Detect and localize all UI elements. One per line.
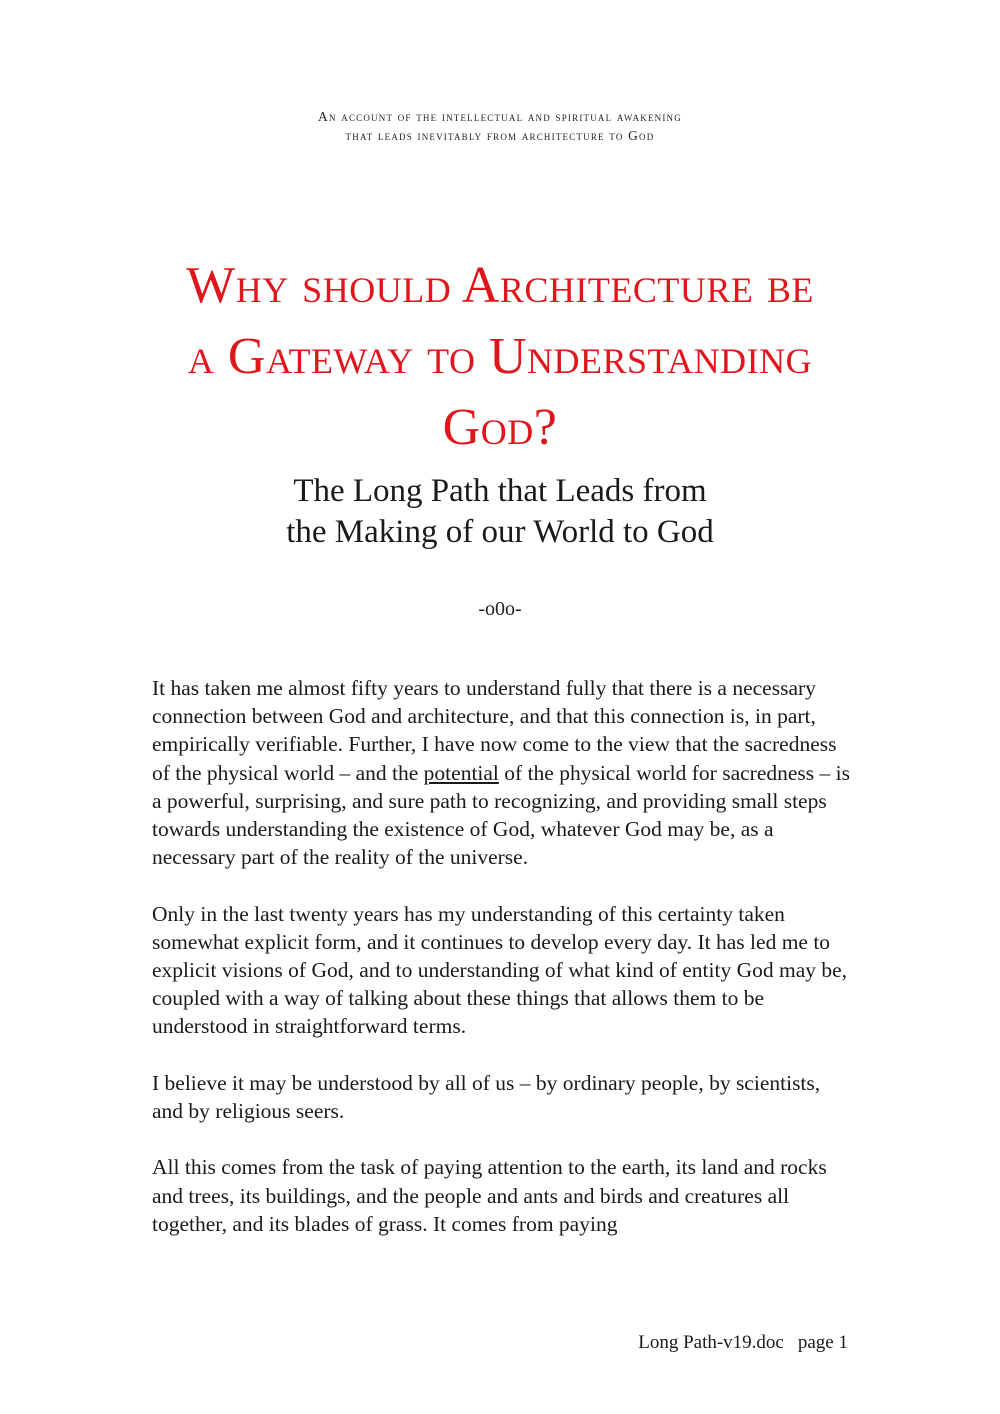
underlined-word: potential	[423, 760, 499, 785]
section-separator: -o0o-	[478, 598, 522, 620]
footer-filename: Long Path-v19.doc	[638, 1332, 784, 1353]
paragraph-2: Only in the last twenty years has my understanding of this certainty taken somewhat explicit form, and it continues to develop every day. It has led me to explicit visions of God, and to understanding of what kind of entity God may be, coupled with a way of talking about these things that allows them to be understood in straightforward terms.	[152, 901, 848, 1039]
subtitle-line-2: the Making of our World to God	[286, 514, 714, 550]
title-line-1: Why should Architecture be	[186, 257, 814, 314]
page-footer	[638, 1331, 848, 1355]
title-line-2: a Gateway to Understanding	[187, 328, 813, 385]
document-subtitle	[0, 471, 1000, 553]
epigraph-line-2: that leads inevitably from architecture to God	[345, 128, 655, 143]
paragraph-3: I believe it may be understood by all of us – by ordinary people, by scientists, and by religious seers.	[152, 1070, 821, 1124]
epigraph-line-1: An account of the intellectual and spiritual awakening	[318, 109, 682, 124]
title-line-3: God?	[442, 399, 558, 456]
paragraph-1-part-b: of the physical world for sacredness – is a powerful, surprising, and sure path to recognizing, and providing small steps towards understanding the existence of God, whatever God may be, as a necessary part of the reality of the universe.	[152, 760, 850, 870]
document-title	[0, 250, 1000, 463]
body-text	[152, 674, 852, 1266]
epigraph	[0, 107, 1000, 145]
footer-page-number: page 1	[797, 1332, 848, 1353]
paragraph-4: All this comes from the task of paying attention to the earth, its land and rocks and trees, its buildings, and the people and ants and birds and creatures all together, and its blades of grass. It comes from paying	[152, 1155, 827, 1236]
paragraph-1-part-a: It has taken me almost fifty years to understand fully that there is a necessary connection between God and architecture, and that this connection is, in part, empirically verifiable. Further, I have now come to the view that the sacredness of the physical world – and the	[152, 676, 837, 785]
subtitle-line-1: The Long Path that Leads from	[293, 473, 707, 509]
paragraph-1	[152, 674, 852, 871]
